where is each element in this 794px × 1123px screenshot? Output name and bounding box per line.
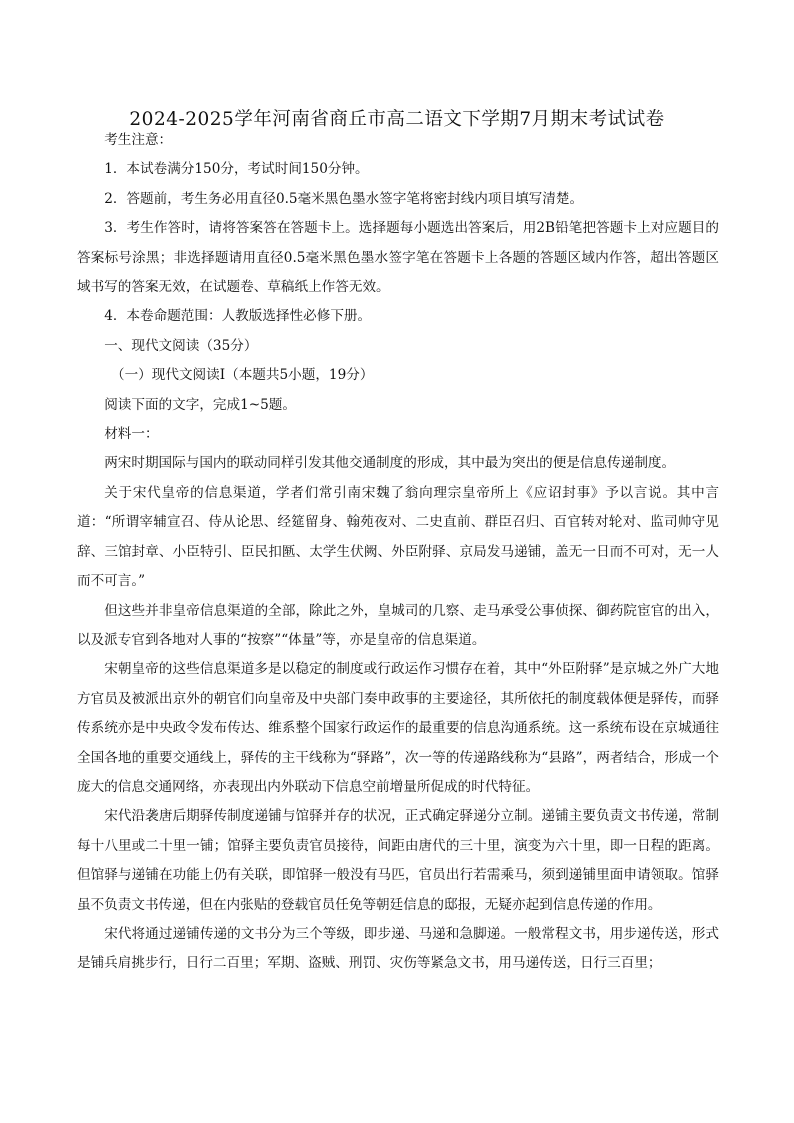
- body-paragraph: 宋代沿袭唐后期驿传制度递铺与馆驿并存的状况，正式确定驿递分立制。递铺主要负责文书传递，常制每十八里或二十里一铺；馆驿主要负责官员接待，间距由唐代的三十里，演变为六十里，即一日程的距离。但馆驿与递铺在功能上仍有关联，即馆驿一般没有马匹，官员出行若需乘马，须到递铺里面申请领取。馆驿虽不负责文书传递，但在内张贴的登载官员任免等朝廷信息的邸报，无疑亦起到信息传递的作用。: [77, 808, 719, 913]
- notice-item-3: 3．考生作答时，请将答案答在答题卡上。选择题每小题选出答案后，用2B铅笔把答题卡上对应题目的答案标号涂黑；非选择题请用直径0.5毫米黑色墨水签字笔在答题卡上各题的答题区域内作答，超出答题区域书写的答案无效，在试题卷、草稿纸上作答无效。: [77, 220, 719, 296]
- body-paragraph: 宋朝皇帝的这些信息渠道多是以稳定的制度或行政运作习惯存在着，其中“外臣附驿”是京城之外广大地方官员及被派出京外的朝官们向皇帝及中央部门奏申政事的主要途径，其所依托的制度载体便是驿传，而驿传系统亦是中央政令发布传达、维系整个国家行政运作的最重要的信息沟通系统。这一系统布设在京城通往全国各地的重要交通线上，驿传的主干线称为“驿路”，次一等的传递路线称为“县路”，两者结合，形成一个庞大的信息交通网络，亦表现出内外联动下信息空前增量所促成的时代特征。: [77, 661, 719, 795]
- document-body: [77, 126, 719, 979]
- subsection-heading: （一）现代文阅读I（本题共5小题，19分）: [111, 367, 374, 384]
- notice-item-4: 4．本卷命题范围：人教版选择性必修下册。: [104, 308, 372, 325]
- notice-item-1: 1．本试卷满分150分，考试时间150分钟。: [104, 161, 369, 178]
- body-paragraph: 关于宋代皇帝的信息渠道，学者们常引南宋魏了翁向理宗皇帝所上《应诏封事》予以言说。其中言道：“所谓宰辅宣召、侍从论思、经筵留身、翰苑夜对、二史直前、群臣召归、百官转对轮对、监司帅守见辞、三馆封章、小臣特引、臣民扣匦、太学生伏阙、外臣附驿、京局发马递铺，盖无一日而不可对，无一人而不可言。”: [77, 484, 719, 590]
- notice-heading: 考生注意：: [104, 132, 173, 148]
- section-heading: 一、现代文阅读（35分）: [104, 337, 258, 354]
- body-paragraph: 但这些并非皇帝信息渠道的全部，除此之外，皇城司的几察、走马承受公事侦探、御药院宦官的出入，以及派专官到各地对人事的“按察”“体量”等，亦是皇帝的信息渠道。: [77, 602, 719, 648]
- body-paragraph: 两宋时期国际与国内的联动同样引发其他交通制度的形成，其中最为突出的便是信息传递制度。: [104, 455, 676, 472]
- body-paragraph: 宋代将通过递铺传递的文书分为三个等级，即步递、马递和急脚递。一般常程文书，用步递传送，形式是铺兵肩挑步行，日行二百里；军期、盗贼、刑罚、灾伤等紧急文书，用马递传送，日行三百里；: [77, 925, 719, 972]
- notice-item-2: 2．答题前，考生务必用直径0.5毫米黑色墨水签字笔将密封线内项目填写清楚。: [104, 190, 584, 207]
- material-label: 材料一：: [104, 426, 159, 443]
- reading-instruction: 阅读下面的文字，完成1~5题。: [104, 396, 296, 413]
- page-title: 2024-2025学年河南省商丘市高二语文下学期7月期末考试试卷: [129, 109, 665, 131]
